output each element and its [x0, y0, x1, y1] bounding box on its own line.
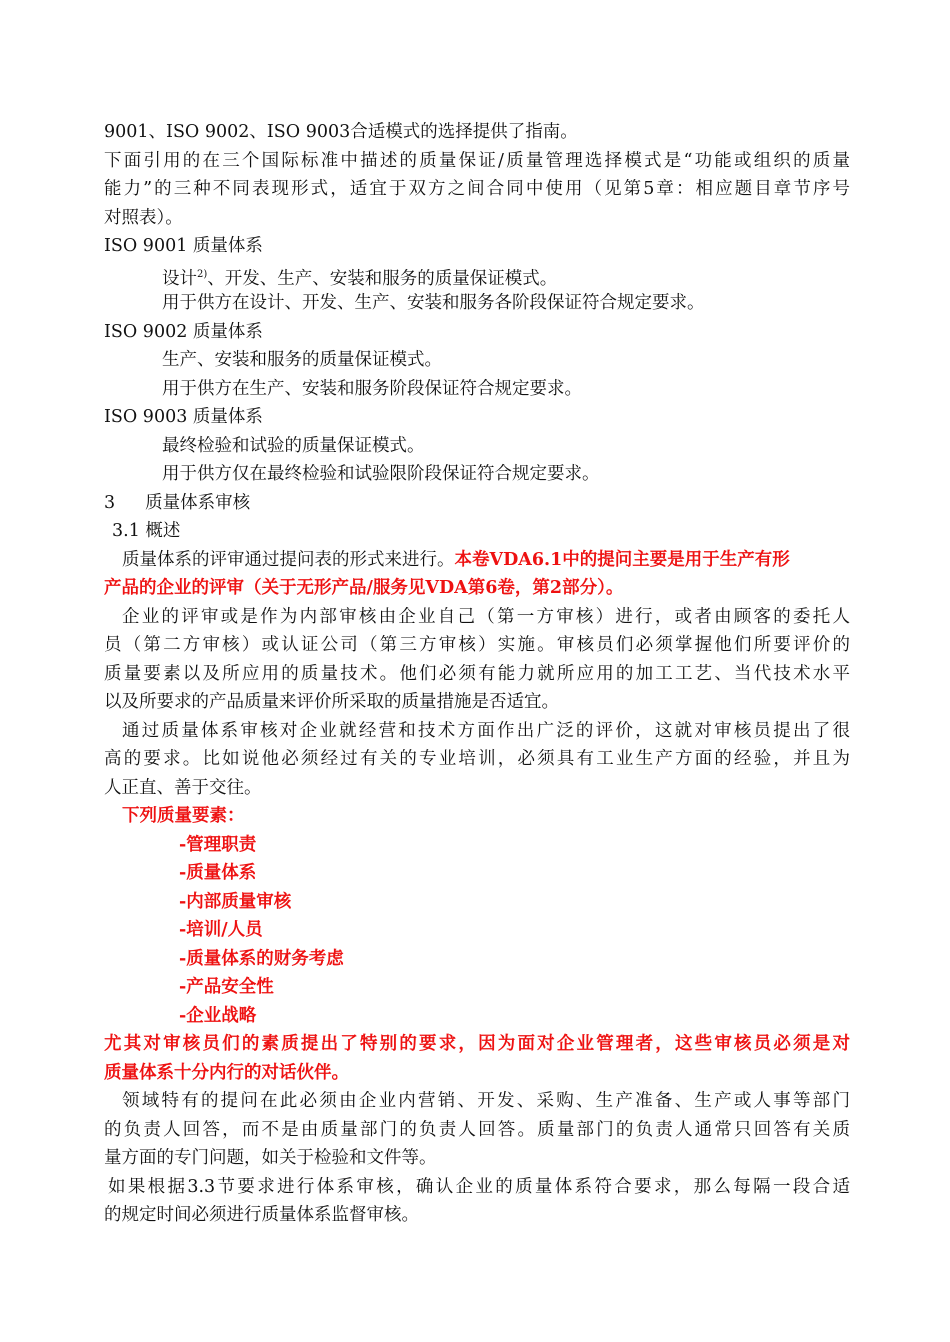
text-line — [104, 261, 850, 290]
iso9003-heading: ISO 9003 质量体系 — [104, 407, 263, 427]
section-heading — [104, 489, 850, 518]
text-span: 质量体系的评审通过提问表的形式来进行。 — [122, 549, 455, 570]
highlighted-text: 质量体系十分内行的对话伙伴。 — [104, 1062, 349, 1083]
list-item: -内部质量审核 — [179, 891, 292, 912]
text-line: 如果根据3.3节要求进行体系审核，确认企业的质量体系符合要求，那么每隔一段合适 — [108, 1176, 850, 1197]
list-item: -质量体系的财务考虑 — [179, 948, 344, 969]
text-line: 高的要求。比如说他必须经过有关的专业培训，必须具有工业生产方面的经验，并且为 — [104, 749, 850, 769]
iso9002-heading: ISO 9002 质量体系 — [104, 321, 263, 342]
text-line: 领域特有的提问在此必须由企业内营销、开发、采购、生产准备、生产或人事等部门 — [122, 1091, 850, 1111]
text-line: 以及所要求的产品质量来评价所采取的质量措施是否适宜。 — [104, 692, 559, 712]
section-title: 质量体系审核 — [145, 492, 251, 513]
text-line: 生产、安装和服务的质量保证模式。 — [162, 350, 442, 370]
list-item: -培训/人员 — [179, 920, 263, 940]
list-item: -企业战略 — [179, 1005, 257, 1026]
subsection-heading: 3.1 概述 — [112, 521, 181, 541]
text-line: 通过质量体系审核对企业就经营和技术方面作出广泛的评价，这就对审核员提出了很 — [122, 720, 850, 741]
section-number: 3 — [104, 492, 116, 513]
highlighted-text: 产品的企业的评审（关于无形产品/服务见VDA第6卷，第2部分）。 — [104, 578, 624, 598]
text-line: 企业的评审或是作为内部审核由企业自己（第一方审核）进行，或者由顾客的委托人 — [122, 606, 850, 627]
list-item: -管理职责 — [179, 834, 257, 855]
text-line: 用于供方仅在最终检验和试验限阶段保证符合规定要求。 — [162, 464, 600, 484]
list-intro: 下列质量要素： — [122, 806, 245, 826]
text-line: 的规定时间必须进行质量体系监督审核。 — [104, 1205, 419, 1225]
text-line: 能力”的三种不同表现形式，适宜于双方之间合同中使用（见第5章：相应题目章节序号 — [104, 179, 850, 199]
text-line: 的负责人回答，而不是由质量部门的负责人回答。质量部门的负责人通常只回答有关质 — [104, 1119, 850, 1140]
footnote-marker: 2) — [197, 268, 208, 280]
text-span: 、开发、生产、安装和服务的质量保证模式。 — [207, 268, 558, 289]
text-line: 对照表）。 — [104, 207, 183, 228]
text-line: 质量要素以及所应用的质量技术。他们必须有能力就所应用的加工工艺、当代技术水平 — [104, 663, 850, 684]
list-item: -产品安全性 — [179, 977, 274, 997]
iso9001-heading: ISO 9001 质量体系 — [104, 236, 263, 256]
text-line: 人正直、善于交往。 — [104, 777, 262, 798]
text-line: 用于供方在设计、开发、生产、安装和服务各阶段保证符合规定要求。 — [162, 293, 705, 313]
text-line: 员（第二方审核）或认证公司（第三方审核）实施。审核员们必须掌握他们所要评价的 — [104, 635, 850, 655]
text-line: 下面引用的在三个国际标准中描述的质量保证/质量管理选择模式是“功能或组织的质量 — [104, 150, 850, 171]
text-line: 量方面的专门问题，如关于检验和文件等。 — [104, 1148, 437, 1168]
text-line — [104, 546, 850, 575]
text-span: 设计 — [162, 268, 197, 289]
text-line: 用于供方在生产、安装和服务阶段保证符合规定要求。 — [162, 378, 582, 399]
highlighted-text: 本卷VDA6.1中的提问主要是用于生产有形 — [454, 549, 790, 570]
list-item: -质量体系 — [179, 863, 257, 883]
text-line: 最终检验和试验的质量保证模式。 — [162, 435, 425, 456]
highlighted-text: 尤其对审核员们的素质提出了特别的要求，因为面对企业管理者，这些审核员必须是对 — [104, 1034, 850, 1054]
text-line: 9001、ISO 9002、ISO 9003合适模式的选择提供了指南。 — [104, 122, 578, 142]
